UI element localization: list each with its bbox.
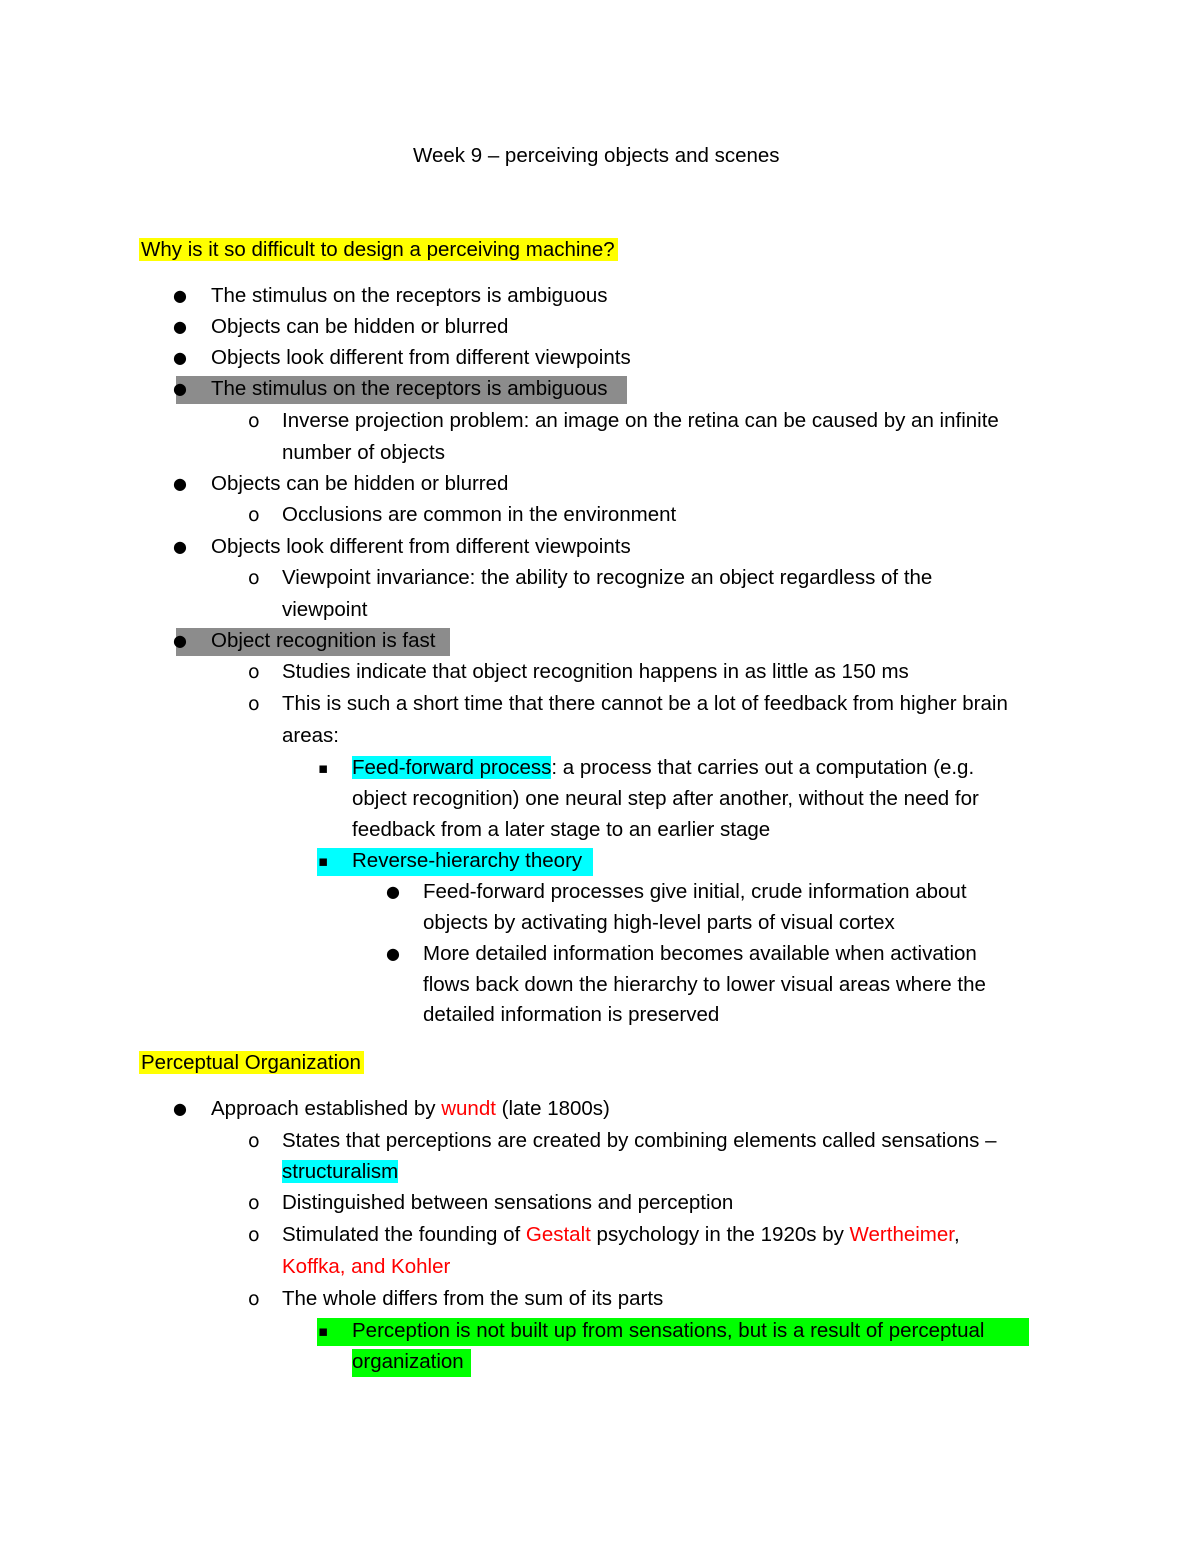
list-subitem: Viewpoint invariance: the ability to recognize an object regardless of the xyxy=(282,566,933,589)
text: Stimulated the founding of xyxy=(282,1223,526,1246)
definition-text: : a process that carries out a computation (e.g. xyxy=(551,756,975,779)
bullet-circle-icon: o xyxy=(248,410,260,432)
bullet-disc-icon: ● xyxy=(173,317,187,336)
bullet-disc-icon: ● xyxy=(173,474,187,493)
list-subitem: This is such a short time that there cannot be a lot of feedback from higher brain xyxy=(282,692,1008,715)
section-heading-perceptual-organization xyxy=(139,1049,364,1077)
list-subsubitem: Feed-forward processes give initial, crude information about xyxy=(423,880,967,903)
text: (late 1800s) xyxy=(495,1097,610,1120)
list-item: Objects can be hidden or blurred xyxy=(211,315,509,338)
bullet-disc-icon: ● xyxy=(173,379,187,398)
list-subitem-continued: viewpoint xyxy=(282,598,368,621)
list-subitem: States that perceptions are created by combining elements called sensations – xyxy=(282,1129,997,1152)
list-item-highlighted: Object recognition is fast xyxy=(211,629,436,652)
list-subitem: The whole differs from the sum of its parts xyxy=(282,1287,664,1310)
bullet-square-icon: ▪ xyxy=(318,852,329,870)
list-subitem: Occlusions are common in the environment xyxy=(282,503,677,526)
bullet-circle-icon: o xyxy=(248,693,260,715)
list-item: Objects can be hidden or blurred xyxy=(211,472,509,495)
bullet-disc-icon: ● xyxy=(386,944,400,963)
definition-continued: feedback from a later stage to an earlier stage xyxy=(352,818,771,841)
name-gestalt: Gestalt xyxy=(525,1223,591,1246)
list-item: Objects look different from different viewpoints xyxy=(211,535,631,558)
list-subitem: Distinguished between sensations and perception xyxy=(282,1191,734,1214)
bullet-circle-icon: o xyxy=(248,1288,260,1310)
bullet-disc-icon: ● xyxy=(173,348,187,367)
list-subitem: Inverse projection problem: an image on the retina can be caused by an infinite xyxy=(282,409,999,432)
bullet-disc-icon: ● xyxy=(173,537,187,556)
bullet-disc-icon: ● xyxy=(173,1099,187,1118)
bullet-disc-icon: ● xyxy=(173,286,187,305)
bullet-square-icon: ▪ xyxy=(318,759,329,777)
list-subsubitem-continued: detailed information is preserved xyxy=(423,1003,720,1026)
bullet-circle-icon: o xyxy=(248,1130,260,1152)
list-subsubitem: More detailed information becomes available when activation xyxy=(423,942,977,965)
page-title: Week 9 – perceiving objects and scenes xyxy=(413,144,780,167)
term-reverse-hierarchy: Reverse-hierarchy theory xyxy=(352,849,583,872)
list-subitem-continued xyxy=(282,1158,398,1186)
definition-continued: object recognition) one neural step after another, without the need for xyxy=(352,787,979,810)
list-subitem-continued: areas: xyxy=(282,724,339,747)
bullet-circle-icon: o xyxy=(248,1224,260,1246)
list-subsubitem-continued: flows back down the hierarchy to lower visual areas where the xyxy=(423,973,986,996)
heading-text: Why is it so difficult to design a perceiving machine? xyxy=(139,238,618,261)
list-item xyxy=(211,1095,610,1123)
list-subitem: Studies indicate that object recognition happens in as little as 150 ms xyxy=(282,660,909,683)
section-heading-perceiving-machine xyxy=(139,236,618,264)
bullet-square-icon: ▪ xyxy=(318,1322,329,1340)
heading-text: Perceptual Organization xyxy=(139,1051,364,1074)
bullet-circle-icon: o xyxy=(248,661,260,683)
list-subsubitem-continued: objects by activating high-level parts of visual cortex xyxy=(423,911,895,934)
term-structuralism: structuralism xyxy=(282,1160,399,1183)
list-item: The stimulus on the receptors is ambiguous xyxy=(211,284,608,307)
text: , xyxy=(953,1223,960,1246)
text: psychology in the 1920s by xyxy=(590,1223,850,1246)
bullet-disc-icon: ● xyxy=(386,882,400,901)
bullet-disc-icon: ● xyxy=(173,631,187,650)
list-subsubitem-continued: organization xyxy=(352,1350,464,1373)
list-subitem-continued: number of objects xyxy=(282,441,445,464)
list-subsubitem-highlighted: Perception is not built up from sensations, but is a result of perceptual xyxy=(352,1319,985,1342)
list-item: Objects look different from different viewpoints xyxy=(211,346,631,369)
bullet-circle-icon: o xyxy=(248,1192,260,1214)
list-item-highlighted: The stimulus on the receptors is ambiguous xyxy=(211,377,608,400)
names-koffka-kohler: Koffka, and Kohler xyxy=(282,1255,451,1278)
name-wundt: wundt xyxy=(441,1097,496,1120)
term-feed-forward: Feed-forward process xyxy=(352,756,552,779)
definition-feed-forward xyxy=(352,754,974,782)
bullet-circle-icon: o xyxy=(248,504,260,526)
list-subitem xyxy=(282,1221,960,1249)
text: Approach established by xyxy=(211,1097,442,1120)
name-wertheimer: Wertheimer xyxy=(849,1223,954,1246)
bullet-circle-icon: o xyxy=(248,567,260,589)
